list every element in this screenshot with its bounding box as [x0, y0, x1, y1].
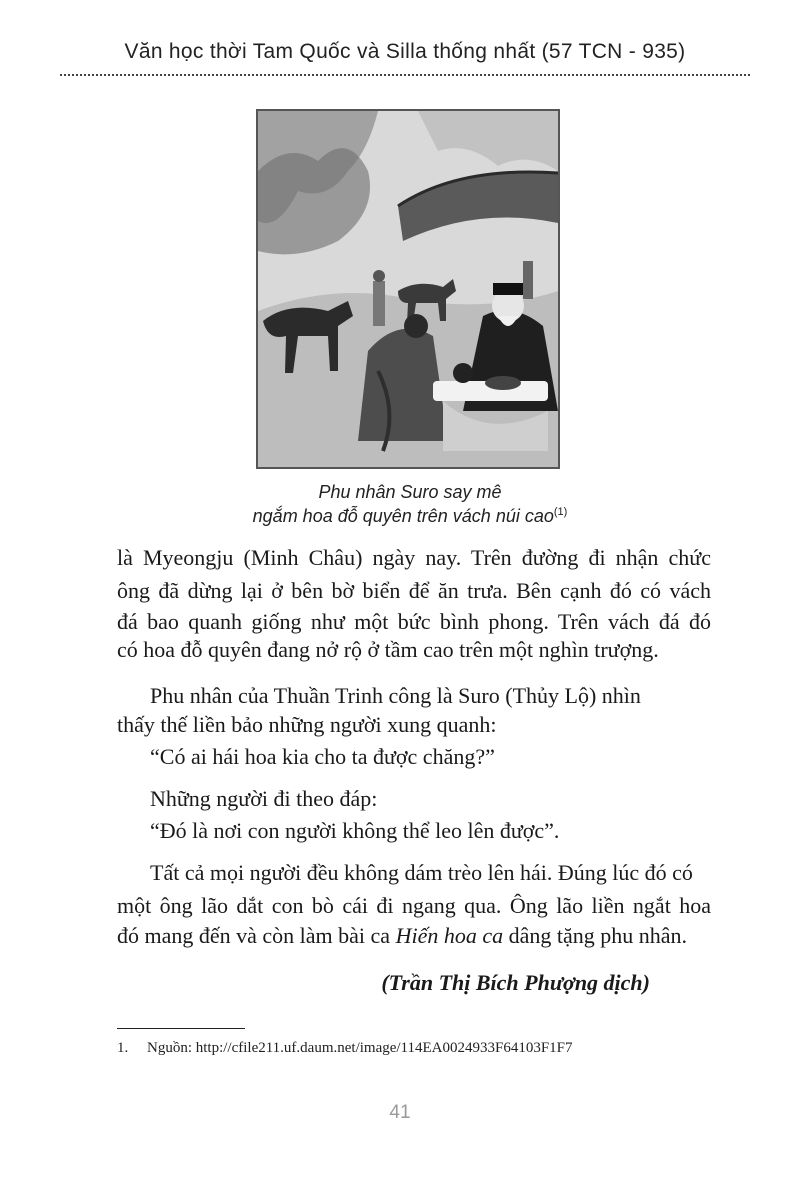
paragraph-2-line-1: Phu nhân của Thuần Trinh công là Suro (Thủy Lộ) nhìn [150, 683, 641, 708]
paragraph-5: “Đó là nơi con người không thể leo lên được”. [150, 818, 560, 843]
paragraph-1-line-2: ông đã dừng lại ở bên bờ biển để ăn trưa. Bên cạnh đó có vách [117, 578, 711, 603]
paragraph-6-line-3-start: đó mang đến và còn làm bài ca [117, 923, 396, 948]
paragraph-4: Những người đi theo đáp: [150, 786, 378, 811]
illustration [256, 109, 560, 469]
footnote [117, 1040, 573, 1057]
paragraph-1-line-3: đá bao quanh giống như một bức bình phong. Trên vách đá đó [117, 609, 711, 634]
paragraph-3: “Có ai hái hoa kia cho ta được chăng?” [150, 744, 495, 769]
header-divider [60, 74, 750, 76]
page-number: 41 [389, 1102, 411, 1123]
caption-text: ngắm hoa đỗ quyên trên vách núi cao [252, 506, 554, 526]
poem-title: Hiến hoa ca [395, 923, 504, 948]
paragraph-6-line-1: Tất cả mọi người đều không dám trèo lên hái. Đúng lúc đó có [150, 860, 693, 885]
paragraph-1-line-4: có hoa đỗ quyên đang nở rộ ở tầm cao trên một nghìn trượng. [117, 637, 659, 662]
caption-footnote-mark: (1) [553, 506, 568, 518]
footnote-number: 1. [117, 1040, 129, 1056]
paragraph-6-line-2: một ông lão dắt con bò cái đi ngang qua. Ông lão liền ngắt hoa [117, 893, 711, 918]
figure-caption-line-2 [200, 506, 620, 527]
translator-credit: (Trần Thị Bích Phượng dịch) [381, 970, 650, 995]
running-header: Văn học thời Tam Quốc và Silla thống nhất (57 TCN - 935) [124, 40, 686, 63]
paragraph-1-line-1: là Myeongju (Minh Châu) ngày nay. Trên đường đi nhận chức [117, 545, 711, 570]
paragraph-2-line-2: thấy thế liền bảo những người xung quanh: [117, 712, 497, 737]
figure-caption-line-1: Phu nhân Suro say mê [318, 482, 502, 502]
footnote-text: Nguồn: http://cfile211.uf.daum.net/image/114EA0024933F64103F1F7 [147, 1040, 573, 1056]
paragraph-6-line-3-end: dâng tặng phu nhân. [503, 923, 688, 948]
footnote-divider [117, 1028, 245, 1029]
paragraph-6-line-3 [117, 923, 687, 949]
